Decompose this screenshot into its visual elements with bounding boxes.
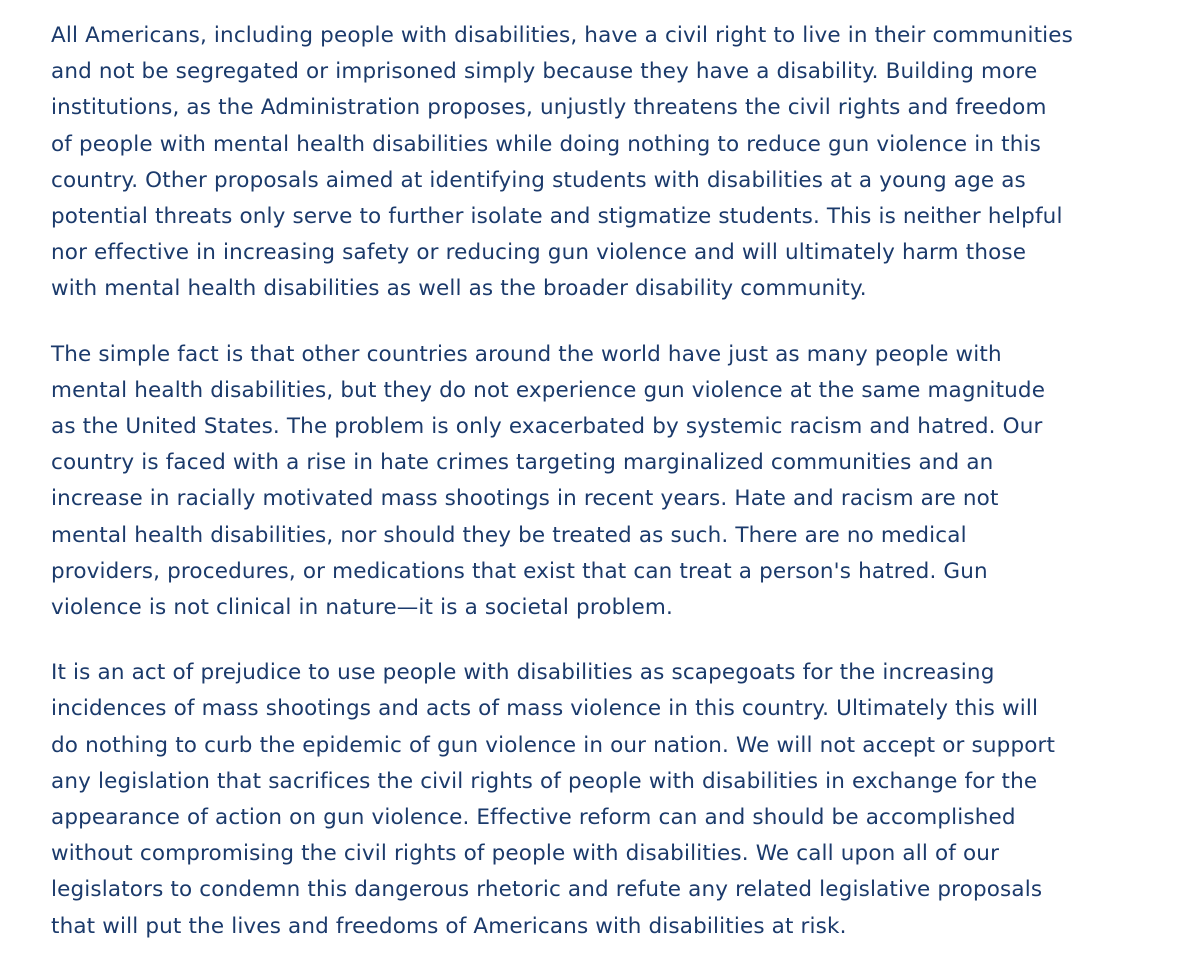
text-line: do nothing to curb the epidemic of gun violence in our nation. We will not accept or support xyxy=(51,732,1056,758)
text-line: It is an act of prejudice to use people with disabilities as scapegoats for the increasing xyxy=(51,660,995,686)
text-line: The simple fact is that other countries around the world have just as many people with xyxy=(51,341,1002,367)
text-line: mental health disabilities, nor should they be treated as such. There are no medical xyxy=(51,522,967,548)
text-line: All Americans, including people with disabilities, have a civil right to live in their communities xyxy=(51,23,1074,48)
text-line: that will put the lives and freedoms of Americans with disabilities at risk. xyxy=(51,913,847,939)
text-line: violence is not clinical in nature—it is a societal problem. xyxy=(51,595,674,621)
text-line: incidences of mass shootings and acts of mass violence in this country. Ultimately this will xyxy=(51,696,1039,722)
text-line: institutions, as the Administration proposes, unjustly threatens the civil rights and freedom xyxy=(51,95,1047,121)
text-line: as the United States. The problem is only exacerbated by systemic racism and hatred. Our xyxy=(51,414,1043,440)
text-line: increase in racially motivated mass shootings in recent years. Hate and racism are not xyxy=(51,486,999,512)
text-line: potential threats only serve to further isolate and stigmatize students. This is neither helpful xyxy=(51,204,1063,230)
text-line: mental health disabilities, but they do not experience gun violence at the same magnitude xyxy=(51,377,1046,403)
text-line: of people with mental health disabilities while doing nothing to reduce gun violence in this xyxy=(51,131,1042,157)
text-line: with mental health disabilities as well as the broader disability community. xyxy=(51,276,867,302)
text-line: country. Other proposals aimed at identifying students with disabilities at a young age as xyxy=(51,167,1026,193)
text-line: appearance of action on gun violence. Effective reform can and should be accomplished xyxy=(51,805,1016,831)
text-line: providers, procedures, or medications that exist that can treat a person's hatred. Gun xyxy=(51,558,988,584)
paragraph-prejudice xyxy=(51,655,1160,945)
text-line: any legislation that sacrifices the civil rights of people with disabilities in exchange for the xyxy=(51,768,1038,794)
text-line: legislators to condemn this dangerous rhetoric and refute any related legislative proposals xyxy=(51,877,1043,903)
paragraph-simple-fact xyxy=(51,337,1160,627)
text-line: country is faced with a rise in hate crimes targeting marginalized communities and an xyxy=(51,450,994,476)
paragraph-civil-rights xyxy=(51,18,1160,308)
text-line: without compromising the civil rights of people with disabilities. We call upon all of our xyxy=(51,841,1000,867)
text-line: nor effective in increasing safety or reducing gun violence and will ultimately harm those xyxy=(51,240,1027,266)
text-line: and not be segregated or imprisoned simply because they have a disability. Building more xyxy=(51,59,1038,85)
